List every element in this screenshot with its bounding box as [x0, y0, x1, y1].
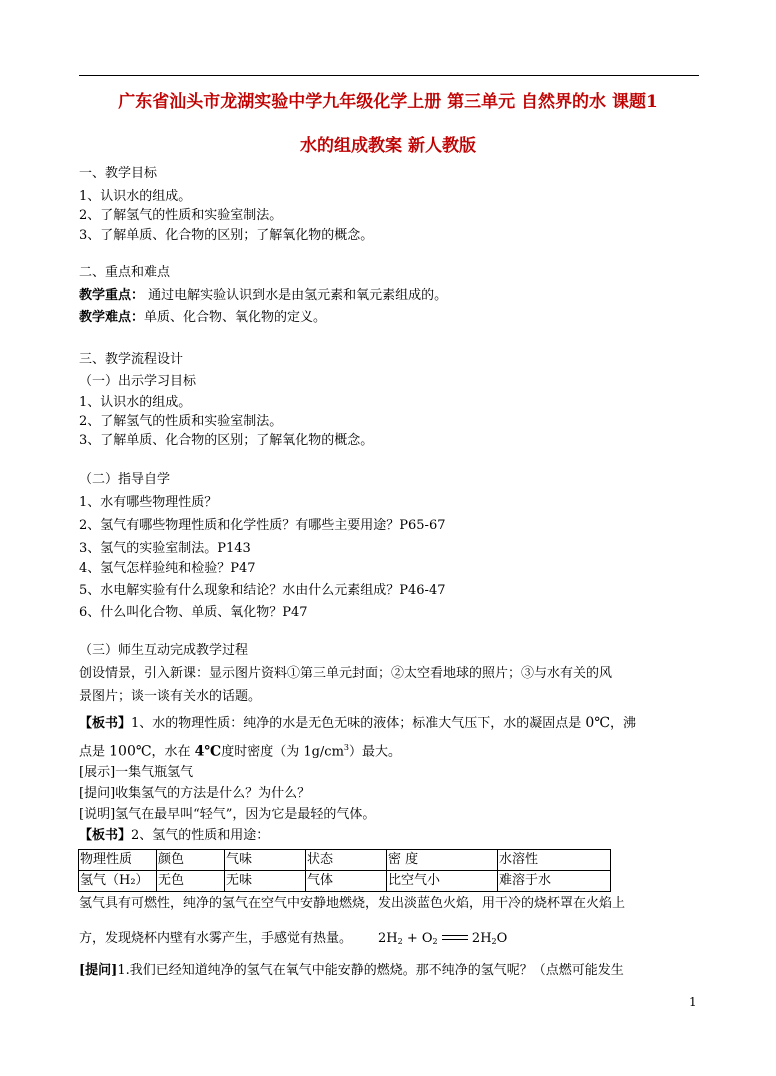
list-item: 4、氢气怎样验纯和检验？P47 — [79, 561, 256, 576]
section2-heading: 二、重点和难点 — [79, 265, 171, 280]
subsection-3-heading: （三）师生互动完成教学过程 — [79, 643, 249, 658]
burning-line-1: 氢气具有可燃性，纯净的氢气在空气中安静地燃烧，发出淡蓝色火焰，用干冷的烧杯罩在火焰上 — [79, 896, 626, 911]
subsection-2-heading: （二）指导自学 — [79, 472, 171, 487]
question-2: [提问]1.我们已经知道纯净的氢气在氧气中能安静的燃烧。那不纯净的氢气呢？（点燃可能发生 — [79, 963, 624, 978]
list-item: 3、氢气的实验室制法。P143 — [79, 541, 251, 556]
key-point — [79, 288, 447, 304]
table-row — [79, 871, 611, 892]
table-header-cell: 颜色 — [157, 850, 225, 871]
board-note-1-line-2: 点是 100℃，水在 4℃度时密度（为 $1g/cm^3$）最大。 — [79, 743, 402, 760]
list-item: 6、什么叫化合物、单质、氧化物？P47 — [79, 605, 308, 620]
chemical-equation: $2H_2 + O_2$ $2H_2O$ — [378, 931, 508, 946]
table-header-row — [79, 850, 611, 871]
subsection-1-heading: （一）出示学习目标 — [79, 374, 197, 389]
header-rule — [79, 75, 699, 76]
list-item: 5、水电解实验有什么现象和结论？水由什么元素组成？P46-47 — [79, 583, 446, 598]
board-note-1-line-1: 【板书】1、水的物理性质：纯净的水是无色无味的液体；标准大气压下，水的凝固点是 0℃，沸 — [79, 715, 637, 731]
document-title-line2: 水的组成教案 新人教版 — [300, 136, 476, 156]
difficulty-text: 单质、化合物、氧化物的定义。 — [144, 310, 327, 325]
intro-line-2: 景图片；谈一谈有关水的话题。 — [79, 689, 262, 704]
table-header-cell: 水溶性 — [498, 850, 611, 871]
table-cell: 比空气小 — [387, 871, 498, 892]
intro-line-1: 创设情景，引入新课：显示图片资料①第三单元封面；②太空看地球的照片；③与水有关的风 — [79, 666, 613, 681]
table-cell: 难溶于水 — [498, 871, 611, 892]
table-cell: 无味 — [225, 871, 306, 892]
section3-heading: 三、教学流程设计 — [79, 352, 184, 367]
list-item: 1、认识水的组成。 — [79, 189, 192, 204]
section1-heading: 一、教学目标 — [79, 166, 158, 181]
explanation-line: [说明]氢气在最早叫“轻气”，因为它是最轻的气体。 — [79, 807, 376, 822]
list-item: 1、水有哪些物理性质？ — [79, 495, 218, 510]
page-number: 1 — [689, 995, 697, 1009]
list-item: 3、了解单质、化合物的区别；了解氧化物的概念。 — [79, 228, 374, 243]
list-item: 2、了解氢气的性质和实验室制法。 — [79, 208, 283, 223]
table-header-cell: 气味 — [225, 850, 306, 871]
key-point-label: 教学重点： — [79, 288, 145, 303]
list-item: 2、氢气有哪些物理性质和化学性质？有哪些主要用途？P65-67 — [79, 518, 446, 533]
board-note-2: 【板书】2、氢气的性质和用途： — [79, 828, 270, 843]
hydrogen-properties-table — [78, 849, 611, 892]
list-item: 2、了解氢气的性质和实验室制法。 — [79, 414, 283, 429]
table-cell: 氢气（H₂） — [79, 871, 157, 892]
question-line: [提问]收集氢气的方法是什么？为什么？ — [79, 786, 311, 801]
table-header-cell: 密 度 — [387, 850, 498, 871]
table-cell: 无色 — [157, 871, 225, 892]
difficulty-label: 教学难点： — [79, 310, 145, 325]
show-line: [展示]一集气瓶氢气 — [79, 765, 194, 780]
burning-line-2: 方，发现烧杯内壁有水雾产生，手感觉有热量。 $2H_2 + O_2$ $2H_2O$ — [79, 931, 508, 946]
list-item: 3、了解单质、化合物的区别；了解氧化物的概念。 — [79, 433, 374, 448]
document-title-line1: 广东省汕头市龙湖实验中学九年级化学上册 第三单元 自然界的水 课题1 — [118, 92, 658, 112]
difficulty-point — [79, 310, 326, 326]
list-item: 1、认识水的组成。 — [79, 395, 192, 410]
table-header-cell: 状态 — [306, 850, 387, 871]
key-point-text: 通过电解实验认识到水是由氢元素和氧元素组成的。 — [144, 288, 448, 303]
table-cell: 气体 — [306, 871, 387, 892]
equals-sign-icon — [442, 934, 468, 944]
table-header-cell: 物理性质 — [79, 850, 157, 871]
